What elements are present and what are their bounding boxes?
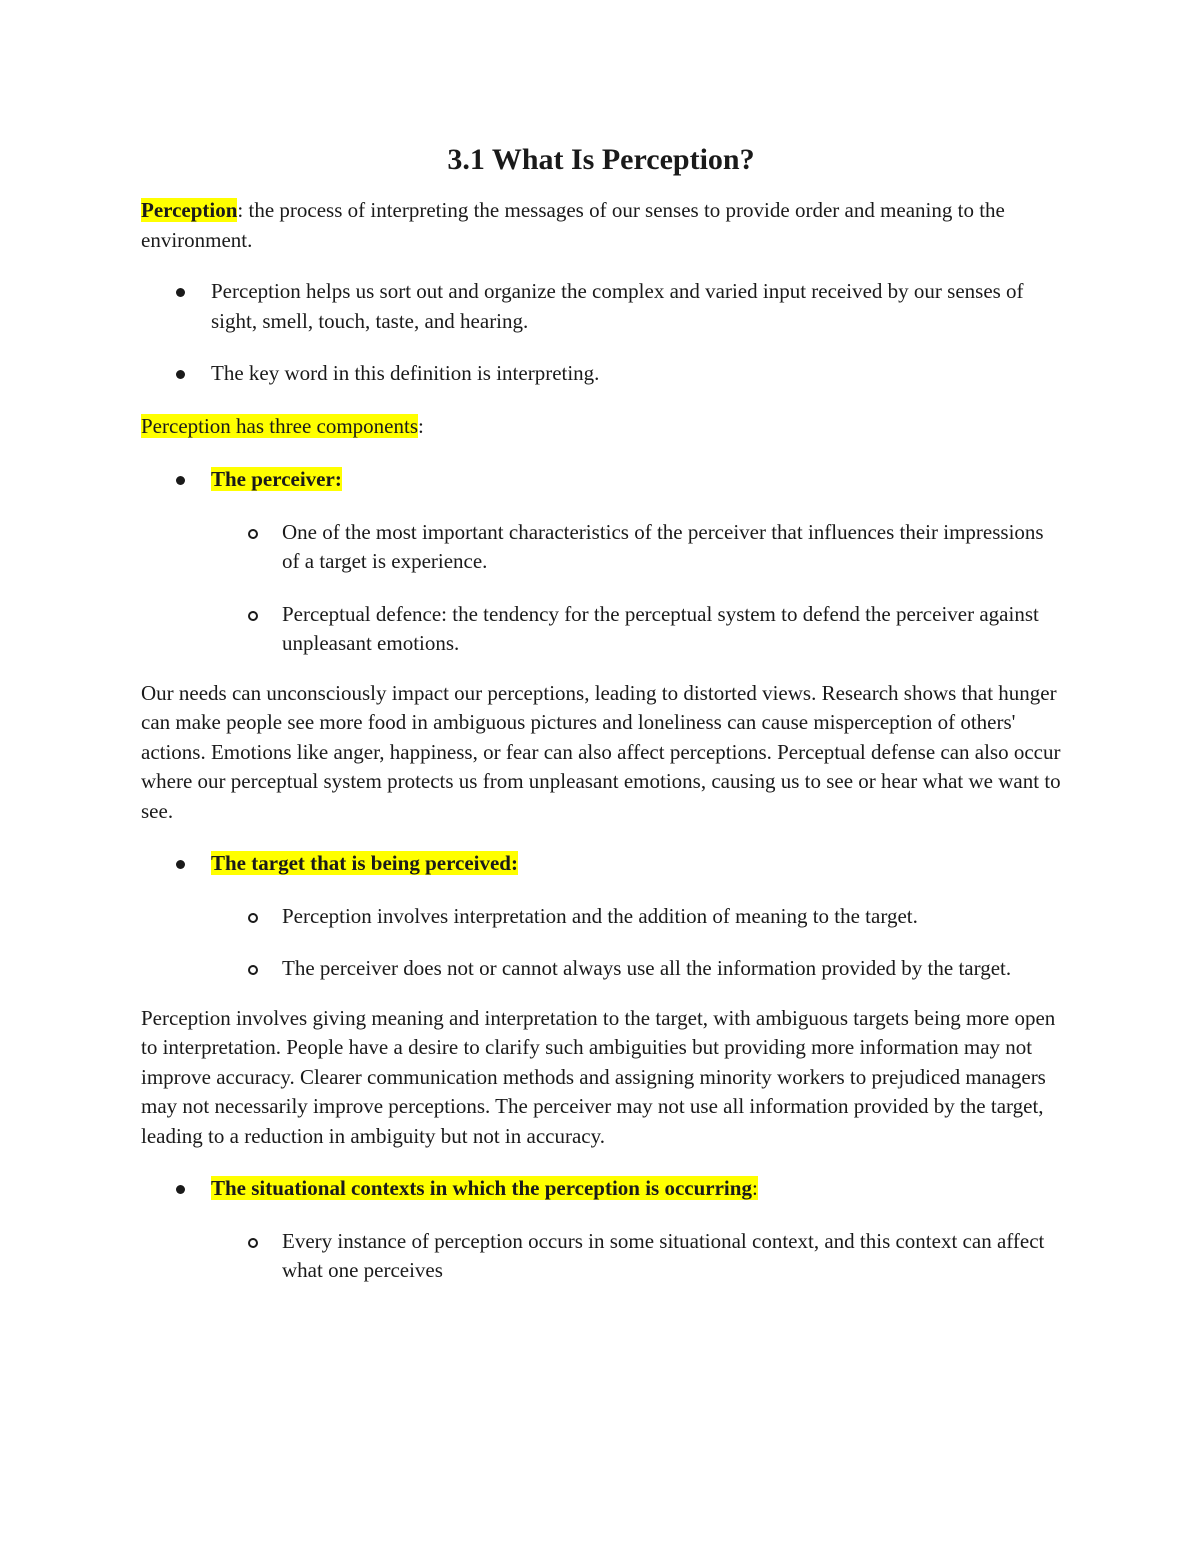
section-heading-target: The target that is being perceived:	[141, 849, 1061, 879]
list-item: Perception helps us sort out and organize the complex and varied input received by our senses of sight, smell, touch, taste, and hearing.	[141, 277, 1061, 336]
definition-bullet-list	[141, 277, 1061, 389]
list-item: The key word in this definition is interpreting.	[141, 359, 1061, 389]
bullet-icon	[176, 476, 185, 485]
list-item: Perception involves interpretation and the addition of meaning to the target.	[141, 902, 1061, 932]
circle-bullet-icon	[248, 529, 258, 539]
section-heading-perceiver: The perceiver:	[141, 465, 1061, 495]
circle-bullet-icon	[248, 1238, 258, 1248]
bullet-icon	[176, 860, 185, 869]
components-intro: Perception has three components:	[141, 413, 424, 438]
bullet-icon	[176, 370, 185, 379]
situation-section	[141, 1174, 1061, 1286]
list-item: The perceiver does not or cannot always use all the information provided by the target.	[141, 954, 1061, 984]
components-intro-highlight: Perception has three components	[141, 413, 418, 438]
circle-bullet-icon	[248, 965, 258, 975]
definition-text: : the process of interpreting the messages of our senses to provide order and meaning to the environment.	[141, 198, 1005, 252]
list-item: Perceptual defence: the tendency for the perceptual system to defend the perceiver against unpleasant emotions.	[141, 600, 1061, 659]
circle-bullet-icon	[248, 913, 258, 923]
bullet-icon	[176, 1185, 185, 1194]
list-item: One of the most important characteristics of the perceiver that influences their impressions of a target is experience.	[141, 518, 1061, 577]
circle-bullet-icon	[248, 611, 258, 621]
bullet-icon	[176, 288, 185, 297]
perceiver-paragraph: Our needs can unconsciously impact our perceptions, leading to distorted views. Research shows that hunger can make people see more food in ambiguous pictures and loneliness can cause misperception of others' actions. Emotions like anger, happiness, or fear can also affect perceptions. Perceptual defense can also occur where our perceptual system protects us from unpleasant emotions, causing us to see or hear what we want to see.	[141, 680, 1061, 823]
definition-paragraph	[141, 196, 1061, 255]
list-item: Every instance of perception occurs in some situational context, and this context can affect what one perceives	[141, 1227, 1061, 1286]
page-title: 3.1 What Is Perception?	[447, 143, 755, 176]
perceiver-section	[141, 465, 1061, 659]
definition-term: Perception	[141, 198, 238, 222]
target-section	[141, 849, 1061, 984]
target-paragraph: Perception involves giving meaning and interpretation to the target, with ambiguous targets being more open to interpretation. People have a desire to clarify such ambiguities but providing more information may not improve accuracy. Clearer communication methods and assigning minority workers to prejudiced managers may not necessarily improve perceptions. The perceiver may not use all information provided by the target, leading to a reduction in ambiguity but not in accuracy.	[141, 1005, 1056, 1148]
section-heading-situation: The situational contexts in which the perception is occurring:	[141, 1174, 1061, 1204]
document-page	[141, 140, 1061, 1309]
